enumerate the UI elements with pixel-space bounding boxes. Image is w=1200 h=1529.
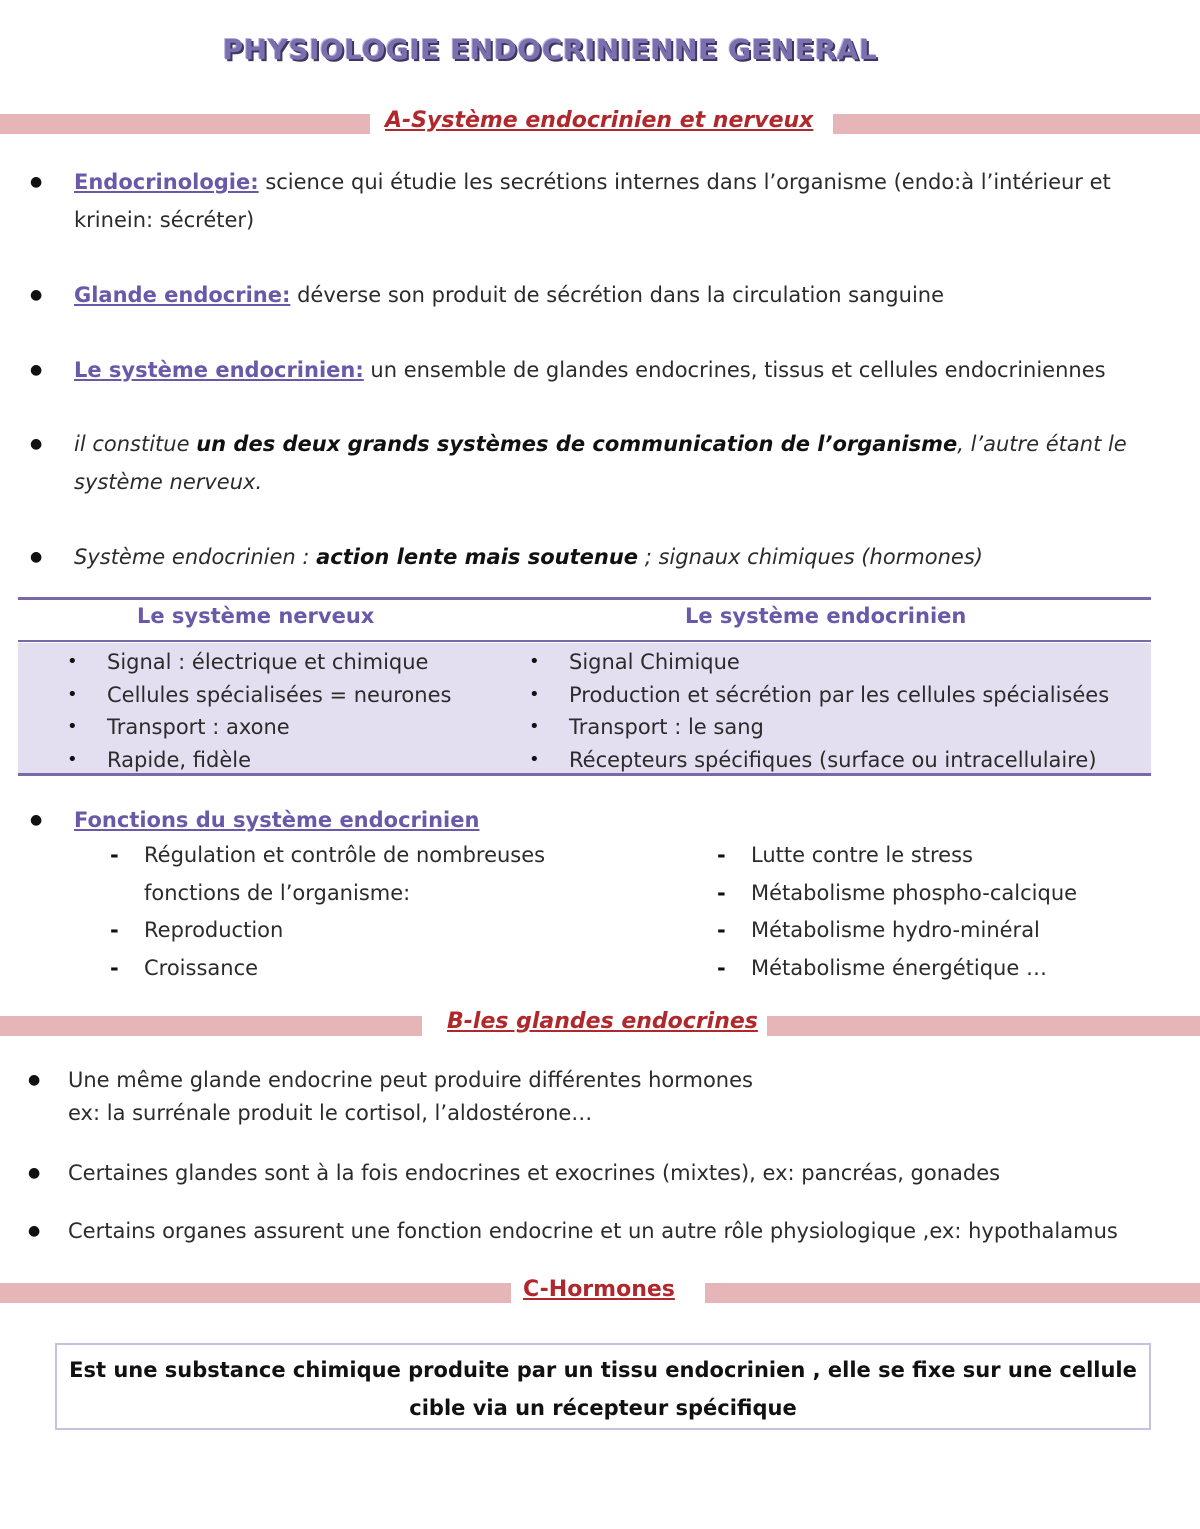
table-header-nerveux: Le système nerveux	[137, 604, 375, 628]
fonction-item-cont: fonctions de l’organisme:	[144, 880, 411, 905]
table-cell: • Cellules spécialisées = neurones	[55, 679, 451, 712]
section-band-right	[767, 1016, 1200, 1036]
list-text-cont: ex: la surrénale produit le cortisol, l’aldostérone…	[68, 1101, 593, 1125]
table-cell: • Récepteurs spécifiques (surface ou intracellulaire)	[517, 744, 1109, 777]
term-text: science qui étudie les secrétions internes dans l’organisme (endo:à l’intérieur et	[258, 170, 1111, 194]
fonction-item: - Lutte contre le stress	[709, 837, 1077, 875]
bullet-icon: ●	[30, 812, 43, 828]
table-top-rule	[18, 597, 1151, 600]
fonctions-title: Fonctions du système endocrinien	[74, 808, 480, 832]
bullet-icon: ●	[30, 362, 43, 378]
list-text: Certaines glandes sont à la fois endocrines et exocrines (mixtes), ex: pancréas, gonades	[68, 1161, 1001, 1185]
fonction-item: - Métabolisme hydro-minéral	[709, 912, 1077, 950]
text-pre: il constitue	[74, 432, 197, 456]
fonction-item: - Croissance	[102, 950, 545, 988]
fonction-item: - Métabolisme énergétique …	[709, 950, 1077, 988]
fonctions-left-list	[102, 837, 545, 987]
text-bold: un des deux grands systèmes de communication de l’organisme	[196, 432, 958, 456]
table-cell: • Rapide, fidèle	[55, 744, 451, 777]
fonctions-right-list	[709, 837, 1077, 987]
term-label: Le système endocrinien:	[74, 358, 364, 382]
text-pre: Système endocrinien :	[74, 545, 317, 569]
section-c-title: C-Hormones	[523, 1277, 675, 1302]
section-band-right	[833, 114, 1200, 134]
text-post: , l’autre étant le	[957, 432, 1127, 456]
term-text: un ensemble de glandes endocrines, tissus et cellules endocriniennes	[363, 358, 1106, 382]
page-title: PHYSIOLOGIE ENDOCRINIENNE GENERAL	[222, 33, 878, 66]
text-post: ; signaux chimiques (hormones)	[638, 545, 983, 569]
bullet-icon: ●	[30, 436, 43, 452]
table-cell: • Transport : axone	[55, 711, 451, 744]
table-cell: • Production et sécrétion par les cellules spécialisées	[517, 679, 1109, 712]
table-cell: • Signal : électrique et chimique	[55, 646, 451, 679]
definition-line: cible via un récepteur spécifique	[409, 1396, 797, 1420]
term-text: déverse son produit de sécrétion dans la circulation sanguine	[290, 283, 945, 307]
bullet-icon: ●	[30, 287, 43, 303]
bullet-icon: ●	[28, 1165, 41, 1181]
section-band-left	[0, 1283, 511, 1303]
fonction-item: - Métabolisme phospho-calcique	[709, 875, 1077, 913]
text-bold: action lente mais soutenue	[316, 545, 639, 569]
bullet-icon: ●	[28, 1072, 41, 1088]
table-bottom-rule	[18, 773, 1151, 776]
section-band-right	[705, 1283, 1200, 1303]
text-cont: système nerveux.	[74, 470, 263, 494]
fonction-item: - Reproduction	[102, 912, 545, 950]
table-cell: • Signal Chimique	[517, 646, 1109, 679]
section-band-left	[0, 1016, 422, 1036]
section-band-left	[0, 114, 370, 134]
table-cell: • Transport : le sang	[517, 711, 1109, 744]
table-header-endocrinien: Le système endocrinien	[685, 604, 967, 628]
bullet-icon: ●	[30, 174, 43, 190]
bullet-icon: ●	[28, 1223, 41, 1239]
definition-line: Est une substance chimique produite par un tissu endocrinien , elle se fixe sur une cellule	[69, 1358, 1137, 1382]
term-label: Glande endocrine:	[74, 283, 291, 307]
term-label: Endocrinologie:	[74, 170, 259, 194]
section-b-title: B-les glandes endocrines	[447, 1009, 758, 1034]
table-col-nerveux	[55, 646, 451, 776]
term-text-cont: krinein: sécréter)	[74, 208, 255, 232]
section-a-title: A-Système endocrinien et nerveux	[385, 108, 814, 133]
hormone-definition-box	[55, 1343, 1151, 1430]
table-header-rule	[18, 640, 1151, 642]
list-text: Une même glande endocrine peut produire différentes hormones	[68, 1068, 753, 1092]
list-text: Certains organes assurent une fonction endocrine et un autre rôle physiologique ,ex: hypothalamus	[68, 1219, 1118, 1243]
fonction-item: - Régulation et contrôle de nombreuses	[102, 837, 545, 875]
bullet-icon: ●	[30, 549, 43, 565]
table-col-endocrinien	[517, 646, 1109, 776]
